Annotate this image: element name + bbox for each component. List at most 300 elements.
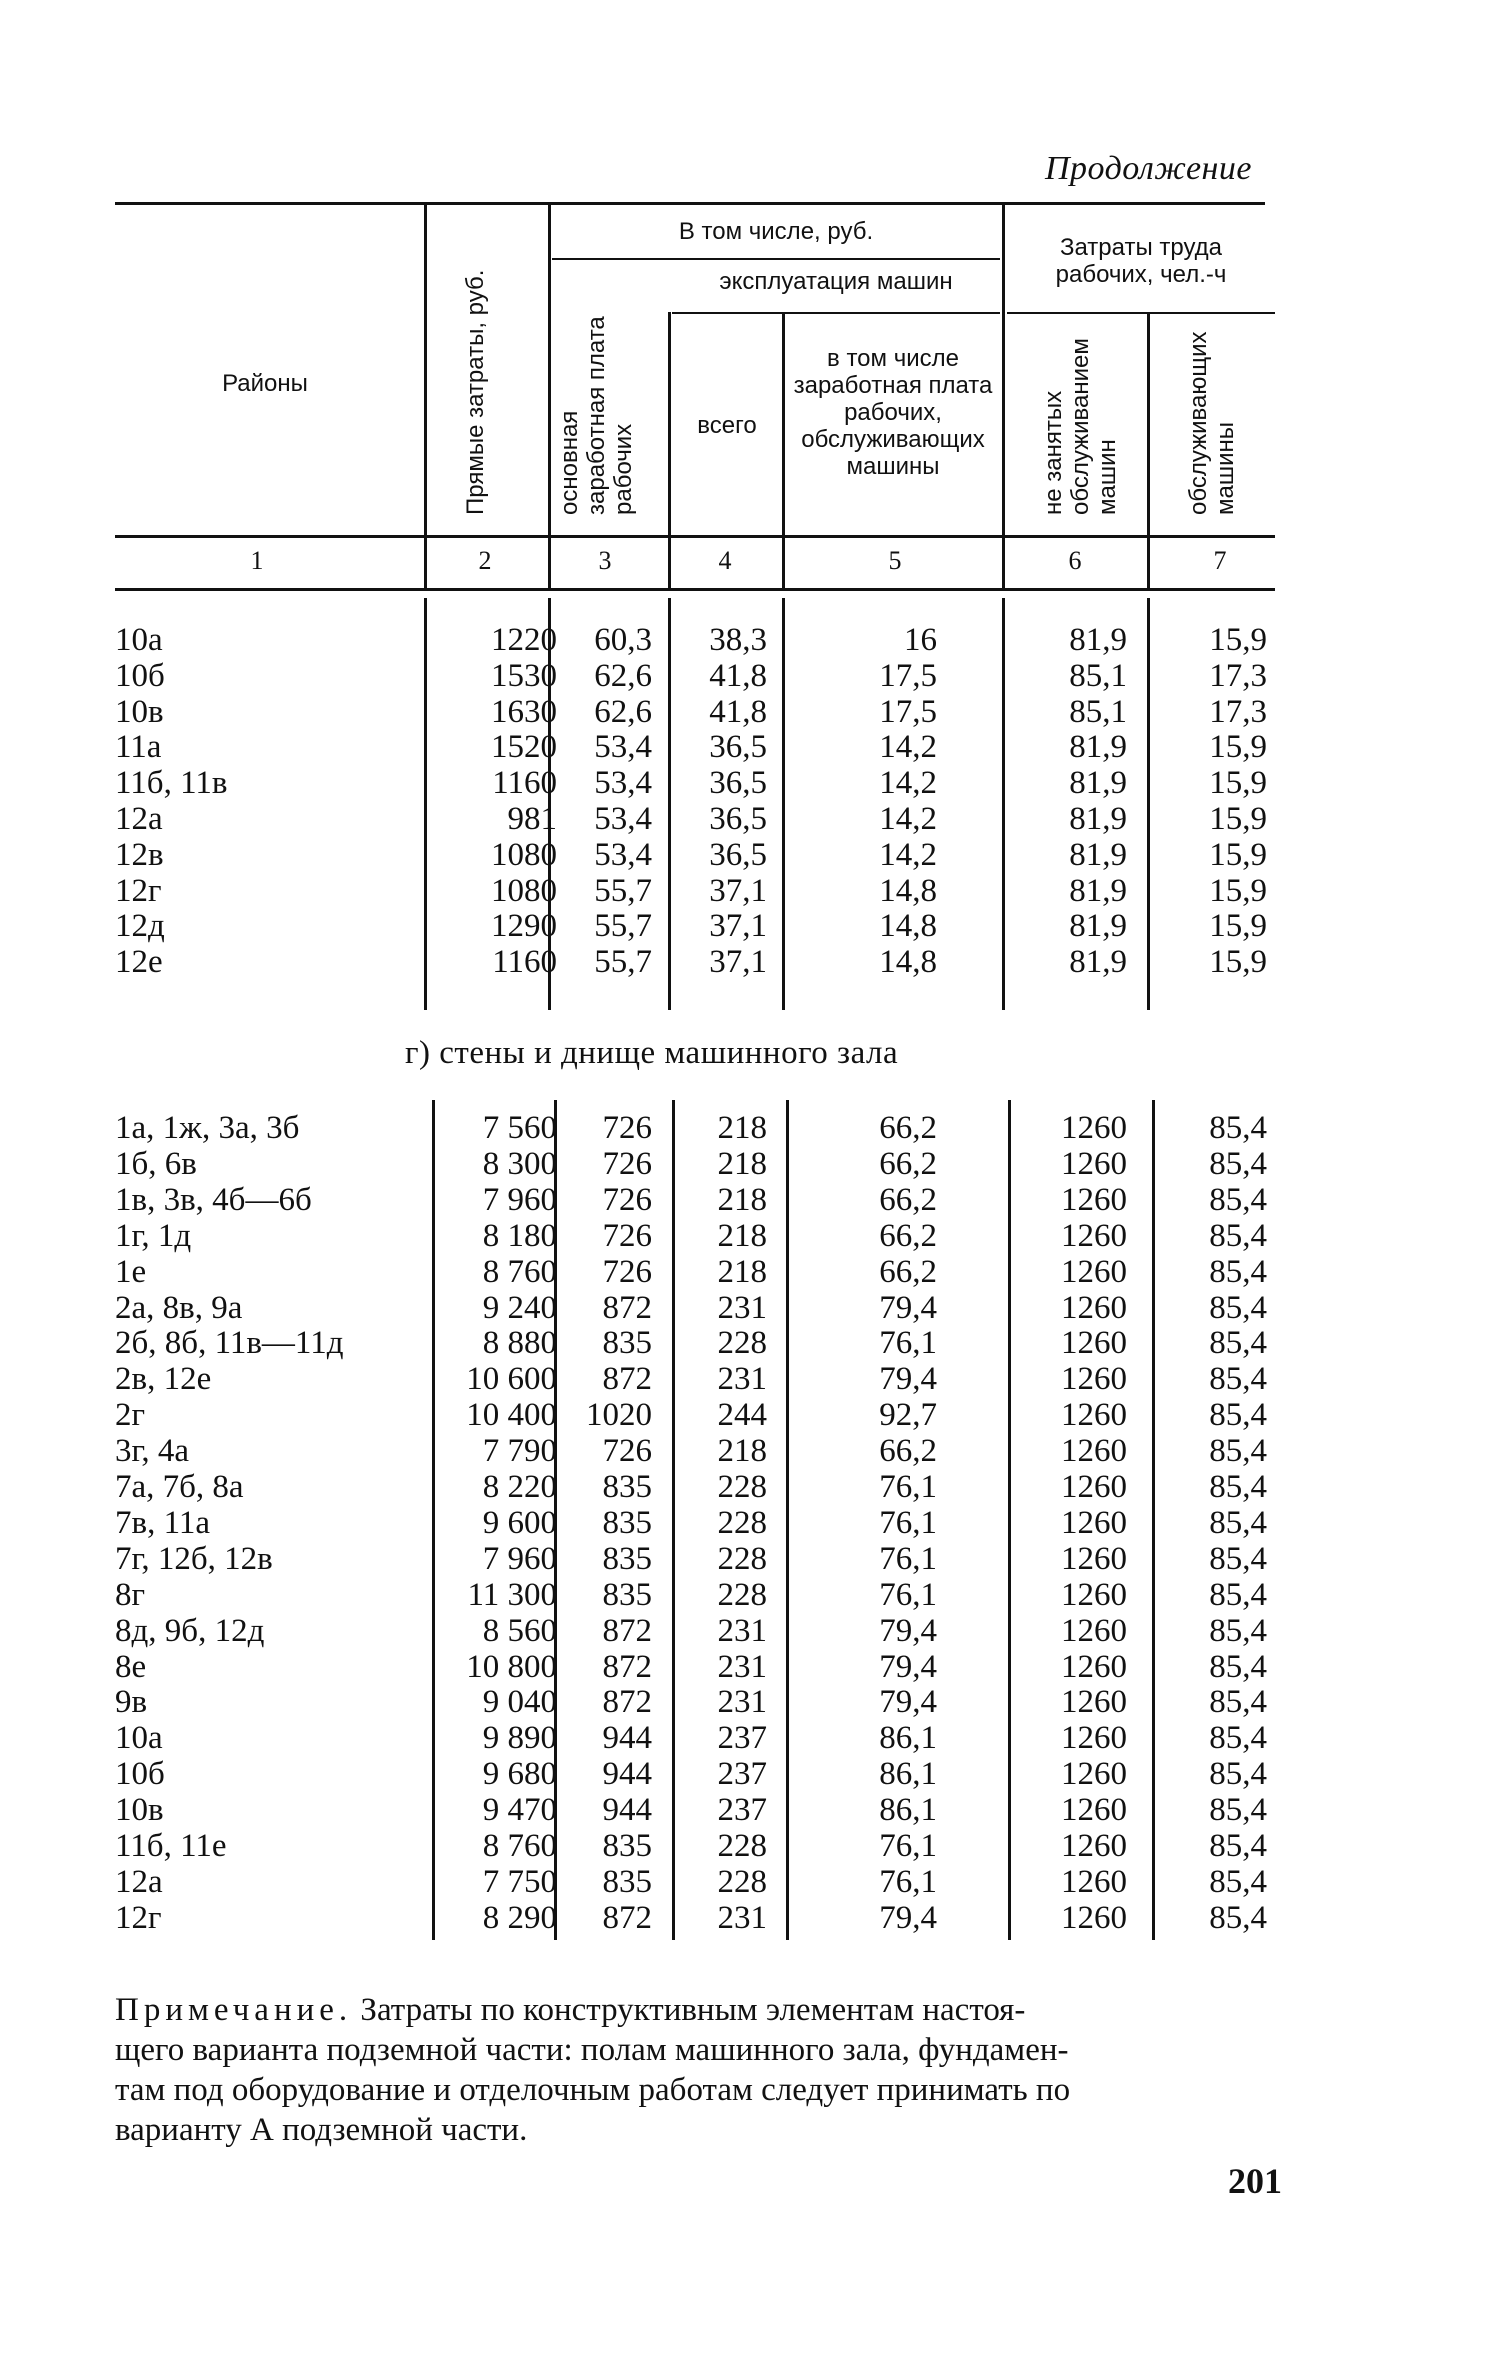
labor-operators-cell: 85,4 — [1209, 1612, 1267, 1649]
machine-total-cell: 36,5 — [709, 729, 767, 766]
labor-not-machine-cell: 85,1 — [1069, 657, 1127, 694]
base-wage-cell: 944 — [602, 1756, 652, 1793]
machine-wage-cell: 14,2 — [879, 729, 937, 766]
base-wage-cell: 944 — [602, 1792, 652, 1829]
direct-costs-cell: 1220 — [491, 622, 557, 658]
district-cell: 7а, 7б, 8а — [115, 1469, 244, 1505]
labor-not-machine-cell: 1260 — [1061, 1181, 1127, 1218]
machine-wage-cell: 66,2 — [879, 1145, 937, 1182]
labor-not-machine-cell: 1260 — [1061, 1504, 1127, 1541]
machine-wage-cell: 79,4 — [879, 1289, 937, 1326]
table-row — [0, 1541, 1507, 1577]
district-cell: 1г, 1д — [115, 1217, 192, 1254]
labor-not-machine-cell: 1260 — [1061, 1684, 1127, 1721]
base-wage-cell: 872 — [602, 1899, 652, 1936]
machine-total-cell: 228 — [717, 1469, 767, 1505]
labor-operators-cell: 85,4 — [1209, 1540, 1267, 1577]
machine-total-cell: 237 — [717, 1792, 767, 1829]
district-cell: 1е — [115, 1253, 147, 1290]
direct-costs-cell: 11 300 — [467, 1576, 557, 1613]
base-wage-cell: 835 — [602, 1863, 652, 1900]
district-cell: 2а, 8в, 9а — [115, 1289, 243, 1326]
machine-total-cell: 228 — [717, 1504, 767, 1541]
labor-not-machine-cell: 1260 — [1061, 1253, 1127, 1290]
labor-operators-cell: 85,4 — [1209, 1469, 1267, 1505]
table-row — [0, 801, 1507, 837]
labor-not-machine-cell: 1260 — [1061, 1217, 1127, 1254]
direct-costs-cell: 9 600 — [482, 1504, 557, 1541]
header-top-rule — [115, 202, 1265, 205]
district-cell: 12а — [115, 1863, 163, 1900]
labor-operators-cell: 15,9 — [1209, 801, 1267, 837]
machine-total-cell: 231 — [717, 1684, 767, 1721]
machine-wage-cell: 66,2 — [879, 1253, 937, 1290]
base-wage-cell: 835 — [602, 1469, 652, 1505]
machine-wage-cell: 17,5 — [879, 693, 937, 730]
district-cell: 8д, 9б, 12д — [115, 1612, 265, 1649]
labor-operators-cell: 85,4 — [1209, 1110, 1267, 1146]
labor-not-machine-cell: 1260 — [1061, 1899, 1127, 1936]
labor-not-machine-cell: 1260 — [1061, 1397, 1127, 1434]
direct-costs-cell: 8 300 — [482, 1145, 557, 1182]
base-wage-cell: 1020 — [586, 1397, 652, 1434]
table-row — [0, 1613, 1507, 1649]
direct-costs-cell: 1080 — [491, 872, 557, 909]
machine-wage-cell: 92,7 — [879, 1397, 937, 1434]
column-number-5: 5 — [888, 546, 902, 575]
labor-operators-cell: 15,9 — [1209, 872, 1267, 909]
base-wage-cell: 872 — [602, 1684, 652, 1721]
base-wage-cell: 53,4 — [594, 765, 652, 802]
header-bottom-rule — [115, 535, 1275, 538]
footnote-label: Примечание. — [115, 1992, 353, 2028]
machine-total-cell: 41,8 — [709, 693, 767, 730]
table-row — [0, 1469, 1507, 1505]
labor-operators-cell: 85,4 — [1209, 1899, 1267, 1936]
header-including: В том числе, руб. — [678, 218, 874, 245]
labor-operators-cell: 85,4 — [1209, 1684, 1267, 1721]
header-labor-costs: Затраты труда рабочих, чел.-ч — [1055, 234, 1227, 288]
labor-not-machine-cell: 1260 — [1061, 1289, 1127, 1326]
labor-operators-cell: 15,9 — [1209, 836, 1267, 873]
machine-total-cell: 237 — [717, 1720, 767, 1757]
labor-operators-cell: 85,4 — [1209, 1792, 1267, 1829]
machine-total-cell: 36,5 — [709, 765, 767, 802]
district-cell: 10б — [115, 1756, 165, 1793]
base-wage-cell: 835 — [602, 1828, 652, 1864]
machine-total-cell: 41,8 — [709, 657, 767, 694]
direct-costs-cell: 7 960 — [482, 1181, 557, 1218]
direct-costs-cell: 7 750 — [482, 1863, 557, 1900]
table-row — [0, 1146, 1507, 1182]
labor-operators-cell: 15,9 — [1209, 622, 1267, 658]
base-wage-cell: 726 — [602, 1217, 652, 1254]
labor-not-machine-cell: 1260 — [1061, 1540, 1127, 1577]
machine-total-cell: 218 — [717, 1110, 767, 1146]
labor-operators-cell: 85,4 — [1209, 1720, 1267, 1757]
machine-wage-cell: 76,1 — [879, 1504, 937, 1541]
base-wage-cell: 53,4 — [594, 729, 652, 766]
district-cell: 2г — [115, 1397, 146, 1434]
district-cell: 2б, 8б, 11в—11д — [115, 1325, 344, 1362]
table-row — [0, 1684, 1507, 1720]
base-wage-cell: 872 — [602, 1289, 652, 1326]
direct-costs-cell: 8 760 — [482, 1828, 557, 1864]
base-wage-cell: 835 — [602, 1576, 652, 1613]
table-row — [0, 873, 1507, 909]
table-row — [0, 837, 1507, 873]
header-districts: Районы — [222, 370, 308, 397]
district-cell: 12в — [115, 836, 164, 873]
base-wage-cell: 55,7 — [594, 944, 652, 981]
header-total: всего — [697, 412, 757, 439]
labor-not-machine-cell: 81,9 — [1069, 944, 1127, 981]
base-wage-cell: 62,6 — [594, 657, 652, 694]
labor-operators-cell: 85,4 — [1209, 1361, 1267, 1398]
machine-total-cell: 218 — [717, 1253, 767, 1290]
district-cell: 11а — [115, 729, 162, 766]
labor-not-machine-cell: 81,9 — [1069, 729, 1127, 766]
direct-costs-cell: 9 470 — [482, 1792, 557, 1829]
header-base-wage: основная заработная плата рабочих — [556, 316, 637, 515]
header-vline-2 — [548, 205, 551, 588]
base-wage-cell: 835 — [602, 1504, 652, 1541]
base-wage-cell: 53,4 — [594, 836, 652, 873]
machine-total-cell: 228 — [717, 1863, 767, 1900]
table-row — [0, 1505, 1507, 1541]
labor-operators-cell: 85,4 — [1209, 1289, 1267, 1326]
labor-not-machine-cell: 81,9 — [1069, 622, 1127, 658]
direct-costs-cell: 10 400 — [466, 1397, 557, 1434]
table-row — [0, 1864, 1507, 1900]
machine-wage-cell: 86,1 — [879, 1756, 937, 1793]
header-machine-operators: обслуживающих машины — [1185, 331, 1239, 515]
direct-costs-cell: 7 960 — [482, 1540, 557, 1577]
footnote-line-2: щего варианта подземной части: полам машинного зала, фундамен- — [115, 2032, 1069, 2068]
machine-total-cell: 231 — [717, 1361, 767, 1398]
base-wage-cell: 835 — [602, 1325, 652, 1362]
machine-wage-cell: 79,4 — [879, 1899, 937, 1936]
direct-costs-cell: 8 290 — [482, 1899, 557, 1936]
machine-total-cell: 218 — [717, 1217, 767, 1254]
table-row — [0, 908, 1507, 944]
base-wage-cell: 726 — [602, 1433, 652, 1470]
header-machine-operation: эксплуатация машин — [719, 268, 953, 295]
machine-total-cell: 37,1 — [709, 908, 767, 945]
footnote-line-1: Примечание. Затраты по конструктивным элементам настоя- — [115, 1992, 1026, 2028]
direct-costs-cell: 9 890 — [482, 1720, 557, 1757]
footnote — [115, 1990, 1295, 2150]
base-wage-cell: 60,3 — [594, 622, 652, 658]
header-vline-3 — [668, 312, 671, 588]
direct-costs-cell: 1530 — [491, 657, 557, 694]
continuation-label: Продолжение — [1045, 150, 1253, 187]
column-number-4: 4 — [718, 546, 732, 575]
labor-not-machine-cell: 1260 — [1061, 1361, 1127, 1398]
header-vline-6 — [1147, 312, 1150, 588]
district-cell: 11б, 11в — [115, 765, 228, 802]
labor-operators-cell: 85,4 — [1209, 1576, 1267, 1613]
labor-operators-cell: 15,9 — [1209, 908, 1267, 945]
machine-wage-cell: 66,2 — [879, 1433, 937, 1470]
labor-operators-cell: 85,4 — [1209, 1828, 1267, 1864]
base-wage-cell: 835 — [602, 1540, 652, 1577]
labor-not-machine-cell: 1260 — [1061, 1612, 1127, 1649]
machine-total-cell: 228 — [717, 1325, 767, 1362]
direct-costs-cell: 981 — [507, 801, 557, 837]
machine-total-cell: 244 — [717, 1397, 767, 1434]
base-wage-cell: 726 — [602, 1110, 652, 1146]
machine-total-cell: 231 — [717, 1899, 767, 1936]
machine-total-cell: 231 — [717, 1289, 767, 1326]
table-row — [0, 1828, 1507, 1864]
district-cell: 8г — [115, 1576, 146, 1613]
labor-not-machine-cell: 1260 — [1061, 1469, 1127, 1505]
column-number-6: 6 — [1068, 546, 1082, 575]
machine-total-cell: 37,1 — [709, 944, 767, 981]
machine-wage-cell: 14,2 — [879, 836, 937, 873]
table-row — [0, 1361, 1507, 1397]
table-row — [0, 1433, 1507, 1469]
labor-operators-cell: 85,4 — [1209, 1397, 1267, 1434]
labor-not-machine-cell: 85,1 — [1069, 693, 1127, 730]
table-row — [0, 729, 1507, 765]
machine-wage-cell: 86,1 — [879, 1792, 937, 1829]
direct-costs-cell: 8 220 — [482, 1469, 557, 1505]
labor-operators-cell: 85,4 — [1209, 1145, 1267, 1182]
table-row — [0, 1577, 1507, 1613]
base-wage-cell: 872 — [602, 1612, 652, 1649]
machine-total-cell: 36,5 — [709, 836, 767, 873]
machine-wage-cell: 79,4 — [879, 1684, 937, 1721]
table-row — [0, 1218, 1507, 1254]
district-cell: 1в, 3в, 4б—6б — [115, 1181, 312, 1218]
machine-wage-cell: 14,8 — [879, 944, 937, 981]
labor-operators-cell: 17,3 — [1209, 657, 1267, 694]
district-cell: 9в — [115, 1684, 148, 1721]
base-wage-cell: 944 — [602, 1720, 652, 1757]
header-subrule-including — [552, 258, 1000, 260]
machine-total-cell: 228 — [717, 1540, 767, 1577]
base-wage-cell: 62,6 — [594, 693, 652, 730]
footnote-line-3: там под оборудование и отделочным работам следует принимать по — [115, 2072, 1071, 2108]
table-row — [0, 1182, 1507, 1218]
machine-wage-cell: 14,2 — [879, 765, 937, 802]
direct-costs-cell: 8 560 — [482, 1612, 557, 1649]
column-number-7: 7 — [1213, 546, 1227, 575]
direct-costs-cell: 1520 — [491, 729, 557, 766]
table-row — [0, 1900, 1507, 1936]
direct-costs-cell: 1290 — [491, 908, 557, 945]
machine-wage-cell: 66,2 — [879, 1110, 937, 1146]
base-wage-cell: 55,7 — [594, 908, 652, 945]
machine-wage-cell: 76,1 — [879, 1863, 937, 1900]
table-row — [0, 1649, 1507, 1685]
header-vline-4 — [782, 312, 785, 588]
base-wage-cell: 726 — [602, 1253, 652, 1290]
direct-costs-cell: 10 800 — [466, 1648, 557, 1685]
machine-total-cell: 37,1 — [709, 872, 767, 909]
direct-costs-cell: 1160 — [492, 944, 557, 981]
labor-not-machine-cell: 1260 — [1061, 1433, 1127, 1470]
table-row — [0, 1254, 1507, 1290]
labor-not-machine-cell: 1260 — [1061, 1576, 1127, 1613]
machine-total-cell: 231 — [717, 1648, 767, 1685]
column-numbers-rule — [115, 588, 1275, 591]
labor-operators-cell: 85,4 — [1209, 1253, 1267, 1290]
direct-costs-cell: 7 560 — [482, 1110, 557, 1146]
district-cell: 10а — [115, 622, 163, 658]
base-wage-cell: 55,7 — [594, 872, 652, 909]
table-row — [0, 658, 1507, 694]
table-row — [0, 1397, 1507, 1433]
header-incl-wage-operators: в том числе заработная плата рабочих, обслуживающих машины — [793, 345, 993, 480]
labor-not-machine-cell: 1260 — [1061, 1863, 1127, 1900]
header-subrule-labor — [1007, 312, 1275, 314]
labor-operators-cell: 17,3 — [1209, 693, 1267, 730]
machine-wage-cell: 79,4 — [879, 1361, 937, 1398]
base-wage-cell: 872 — [602, 1648, 652, 1685]
column-number-1: 1 — [250, 546, 264, 575]
labor-operators-cell: 15,9 — [1209, 729, 1267, 766]
district-cell: 7г, 12б, 12в — [115, 1540, 273, 1577]
district-cell: 11б, 11е — [115, 1828, 227, 1864]
machine-wage-cell: 14,8 — [879, 908, 937, 945]
direct-costs-cell: 8 880 — [482, 1325, 557, 1362]
table-row — [0, 1720, 1507, 1756]
direct-costs-cell: 1630 — [491, 693, 557, 730]
labor-operators-cell: 85,4 — [1209, 1181, 1267, 1218]
header-not-machine: не занятых обслуживанием машин — [1040, 338, 1121, 515]
labor-operators-cell: 85,4 — [1209, 1433, 1267, 1470]
table-row — [0, 694, 1507, 730]
machine-wage-cell: 76,1 — [879, 1828, 937, 1864]
page-number: 201 — [1228, 2161, 1282, 2201]
district-cell: 12г — [115, 1899, 162, 1936]
labor-operators-cell: 85,4 — [1209, 1217, 1267, 1254]
machine-wage-cell: 14,8 — [879, 872, 937, 909]
base-wage-cell: 53,4 — [594, 801, 652, 837]
table-row — [0, 1110, 1507, 1146]
district-cell: 1а, 1ж, 3а, 3б — [115, 1110, 300, 1146]
machine-total-cell: 36,5 — [709, 801, 767, 837]
labor-not-machine-cell: 1260 — [1061, 1110, 1127, 1146]
district-cell: 2в, 12е — [115, 1361, 212, 1398]
machine-total-cell: 218 — [717, 1433, 767, 1470]
direct-costs-cell: 9 240 — [482, 1289, 557, 1326]
labor-not-machine-cell: 1260 — [1061, 1145, 1127, 1182]
machine-wage-cell: 76,1 — [879, 1325, 937, 1362]
machine-total-cell: 228 — [717, 1828, 767, 1864]
machine-wage-cell: 16 — [904, 622, 937, 658]
machine-total-cell: 231 — [717, 1612, 767, 1649]
district-cell: 10в — [115, 693, 164, 730]
labor-not-machine-cell: 1260 — [1061, 1648, 1127, 1685]
table-row — [0, 1756, 1507, 1792]
district-cell: 7в, 11а — [115, 1504, 211, 1541]
labor-not-machine-cell: 1260 — [1061, 1828, 1127, 1864]
labor-not-machine-cell: 81,9 — [1069, 765, 1127, 802]
header-direct-costs: Прямые затраты, руб. — [462, 269, 489, 515]
header-vline-5 — [1002, 205, 1005, 588]
district-cell: 12д — [115, 908, 165, 945]
header-vline-1 — [424, 205, 427, 588]
table-row — [0, 622, 1507, 658]
labor-operators-cell: 85,4 — [1209, 1325, 1267, 1362]
column-number-2: 2 — [478, 546, 492, 575]
direct-costs-cell: 8 760 — [482, 1253, 557, 1290]
table-row — [0, 944, 1507, 980]
labor-operators-cell: 15,9 — [1209, 765, 1267, 802]
district-cell: 10б — [115, 657, 165, 694]
machine-wage-cell: 79,4 — [879, 1648, 937, 1685]
machine-wage-cell: 66,2 — [879, 1181, 937, 1218]
machine-wage-cell: 86,1 — [879, 1720, 937, 1757]
header-subrule-machines — [672, 312, 1000, 314]
district-cell: 3г, 4а — [115, 1433, 189, 1470]
base-wage-cell: 726 — [602, 1145, 652, 1182]
labor-operators-cell: 85,4 — [1209, 1863, 1267, 1900]
district-cell: 8е — [115, 1648, 147, 1685]
machine-wage-cell: 79,4 — [879, 1612, 937, 1649]
machine-wage-cell: 76,1 — [879, 1469, 937, 1505]
machine-total-cell: 218 — [717, 1181, 767, 1218]
district-cell: 12а — [115, 801, 163, 837]
direct-costs-cell: 7 790 — [482, 1433, 557, 1470]
base-wage-cell: 872 — [602, 1361, 652, 1398]
base-wage-cell: 726 — [602, 1181, 652, 1218]
district-cell: 12г — [115, 872, 162, 909]
machine-wage-cell: 17,5 — [879, 657, 937, 694]
district-cell: 12е — [115, 944, 163, 981]
direct-costs-cell: 1080 — [491, 836, 557, 873]
labor-not-machine-cell: 1260 — [1061, 1756, 1127, 1793]
column-number-3: 3 — [598, 546, 612, 575]
machine-wage-cell: 14,2 — [879, 801, 937, 837]
machine-wage-cell: 76,1 — [879, 1576, 937, 1613]
section2-title: г) стены и днище машинного зала — [405, 1035, 899, 1071]
table-row — [0, 1792, 1507, 1828]
machine-total-cell: 228 — [717, 1576, 767, 1613]
machine-wage-cell: 76,1 — [879, 1540, 937, 1577]
labor-operators-cell: 85,4 — [1209, 1648, 1267, 1685]
labor-not-machine-cell: 81,9 — [1069, 801, 1127, 837]
direct-costs-cell: 10 600 — [466, 1361, 557, 1398]
machine-total-cell: 237 — [717, 1756, 767, 1793]
machine-total-cell: 38,3 — [709, 622, 767, 658]
district-cell: 10а — [115, 1720, 163, 1757]
footnote-line-4: варианту А подземной части. — [115, 2112, 528, 2148]
district-cell: 1б, 6в — [115, 1145, 197, 1182]
direct-costs-cell: 1160 — [492, 765, 557, 802]
district-cell: 10в — [115, 1792, 164, 1829]
labor-operators-cell: 85,4 — [1209, 1504, 1267, 1541]
direct-costs-cell: 8 180 — [482, 1217, 557, 1254]
labor-not-machine-cell: 81,9 — [1069, 836, 1127, 873]
direct-costs-cell: 9 040 — [482, 1684, 557, 1721]
labor-not-machine-cell: 1260 — [1061, 1792, 1127, 1829]
labor-not-machine-cell: 1260 — [1061, 1720, 1127, 1757]
labor-not-machine-cell: 1260 — [1061, 1325, 1127, 1362]
machine-total-cell: 218 — [717, 1145, 767, 1182]
labor-not-machine-cell: 81,9 — [1069, 908, 1127, 945]
table-row — [0, 1290, 1507, 1326]
labor-operators-cell: 85,4 — [1209, 1756, 1267, 1793]
table-row — [0, 765, 1507, 801]
direct-costs-cell: 9 680 — [482, 1756, 557, 1793]
table-row — [0, 1325, 1507, 1361]
labor-not-machine-cell: 81,9 — [1069, 872, 1127, 909]
